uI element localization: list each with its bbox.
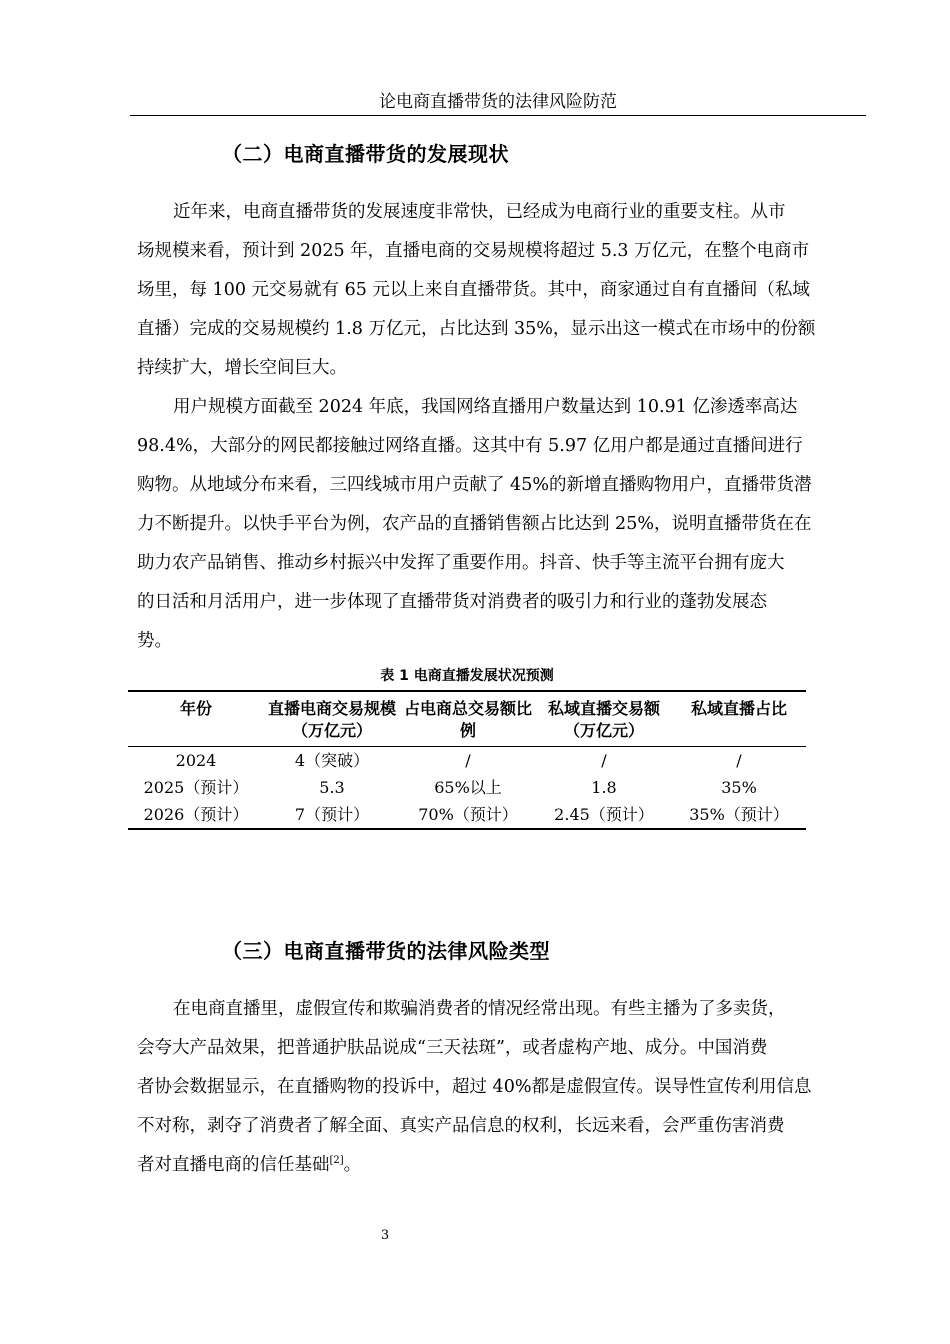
- text-line: 不对称，剥夺了消费者了解全面、真实产品信息的权利，长远来看，会严重伤害消费: [137, 1116, 785, 1136]
- text-line: [137, 1146, 859, 1185]
- table-cell: 35%: [721, 778, 757, 797]
- table-row: [128, 774, 806, 801]
- text-line: 直播）完成的交易规模约 1.8 万亿元，占比达到 35%，显示出这一模式在市场中的份额: [137, 319, 816, 339]
- table-cell: 65%以上: [434, 778, 502, 797]
- column-header-private-share: 私域直播占比: [672, 691, 806, 747]
- table-cell: /: [736, 751, 742, 770]
- column-header-private-volume: 私域直播交易额（万亿元）: [536, 691, 672, 747]
- text-line: 持续扩大，增长空间巨大。: [137, 358, 347, 378]
- text-line: 在电商直播里，虚假宣传和欺骗消费者的情况经常出现。有些主播为了多卖货，: [173, 999, 786, 1019]
- end-punctuation: 。: [343, 1155, 362, 1175]
- text-line: 98.4%，大部分的网民都接触过网络直播。这其中有 5.97 亿用户都是通过直播间进行: [137, 436, 803, 456]
- text-line: 会夸大产品效果，把普通护肤品说成“三天祛斑”，或者虚构产地、成分。中国消费: [137, 1038, 768, 1058]
- text-line: 者协会数据显示，在直播购物的投诉中，超过 40%都是虚假宣传。误导性宣传利用信息: [137, 1077, 812, 1097]
- paragraph-user-scale: [137, 388, 859, 661]
- paragraph-market-scale: [137, 193, 859, 388]
- table-cell: 35%（预计）: [672, 801, 806, 829]
- table-caption: 表 1 电商直播发展状况预测: [380, 668, 554, 684]
- text-line: 场里，每 100 元交易就有 65 元以上来自直播带货。其中，商家通过自有直播间（私域: [137, 280, 810, 300]
- table-header-row: [128, 691, 806, 747]
- text-line: 势。: [137, 631, 172, 651]
- table-row: [128, 801, 806, 829]
- column-header-year: 年份: [128, 691, 264, 747]
- citation-reference[interactable]: [2]: [329, 1155, 344, 1167]
- text-line: 场规模来看，预计到 2025 年，直播电商的交易规模将超过 5.3 万亿元，在整个电商市: [137, 241, 810, 261]
- text-line: 的日活和月活用户，进一步体现了直播带货对消费者的吸引力和行业的蓬勃发展态: [137, 592, 767, 612]
- page-number: 3: [380, 1228, 390, 1243]
- text-segment: 者对直播电商的信任基础: [137, 1155, 330, 1175]
- table-cell: 1.8: [591, 778, 617, 797]
- table-cell: 5.3: [319, 778, 345, 797]
- table-cell: 2024: [175, 751, 217, 770]
- text-line: 力不断提升。以快手平台为例，农产品的直播销售额占比达到 25%，说明直播带货在在: [137, 514, 812, 534]
- table-row: [128, 747, 806, 775]
- table-cell: 70%（预计）: [400, 801, 536, 829]
- table-cell: /: [601, 751, 607, 770]
- section-heading-development: （二）电商直播带货的发展现状: [222, 142, 509, 166]
- text-line: 购物。从地域分布来看，三四线城市用户贡献了 45%的新增直播购物用户，直播带货潜: [137, 475, 812, 495]
- page-header: 论电商直播带货的法律风险防范: [379, 92, 617, 112]
- section-heading-legal-risks: （三）电商直播带货的法律风险类型: [222, 939, 550, 963]
- text-line: 用户规模方面截至 2024 年底，我国网络直播用户数量达到 10.91 亿渗透率高达: [173, 397, 798, 417]
- column-header-live-volume: 直播电商交易规模（万亿元）: [264, 691, 400, 747]
- development-forecast-table: [128, 690, 806, 830]
- table-cell: 2025（预计）: [143, 778, 249, 797]
- text-line: 近年来，电商直播带货的发展速度非常快，已经成为电商行业的重要支柱。从市: [173, 202, 786, 222]
- table-cell: 7（预计）: [264, 801, 400, 829]
- column-header-share-ratio: 占电商总交易额比例: [400, 691, 536, 747]
- table-cell: 2026（预计）: [128, 801, 264, 829]
- table-cell: /: [465, 751, 471, 770]
- paragraph-false-advertising: [137, 990, 859, 1185]
- table-cell: 4（突破）: [294, 751, 370, 770]
- header-rule: [130, 115, 866, 116]
- table-cell: 2.45（预计）: [536, 801, 672, 829]
- text-line: 助力农产品销售、推动乡村振兴中发挥了重要作用。抖音、快手等主流平台拥有庞大: [137, 553, 785, 573]
